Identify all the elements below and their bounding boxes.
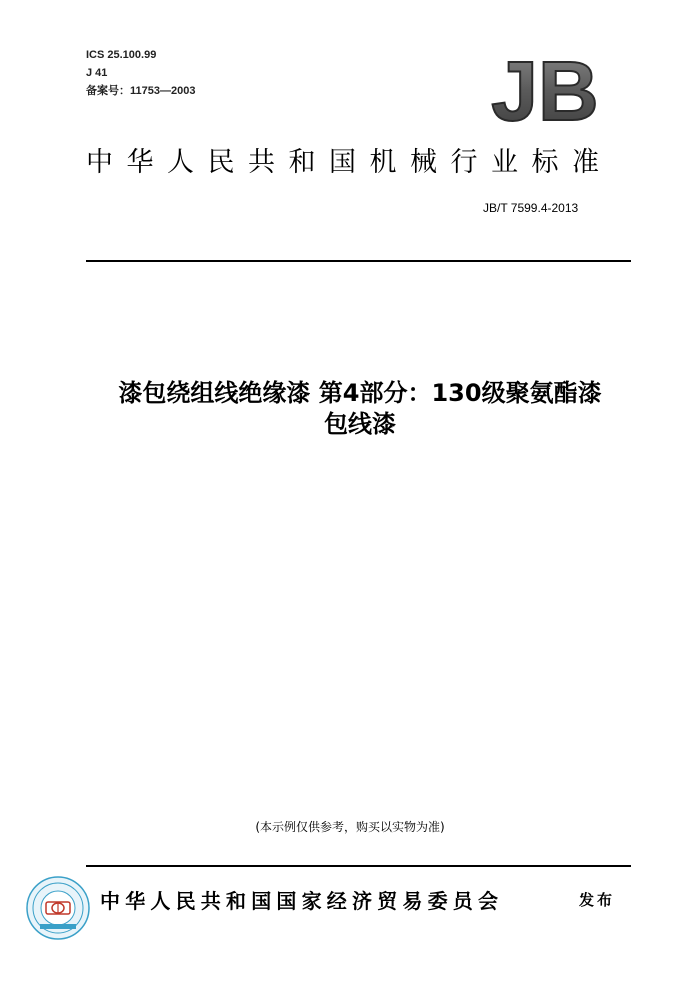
standard-number: JB/T 7599.4-2013 [483,201,579,215]
issuing-authority-title: 中华人民共和国机械行业标准 [86,147,613,178]
bottom-divider [86,865,631,867]
top-divider [86,260,631,262]
classification-code: J 41 [86,67,108,79]
header-metadata [86,46,195,100]
logo-text: JB [491,52,599,128]
issue-label: 发布 [579,891,616,909]
issuing-body: 中华人民共和国国家经济贸易委员会 [100,889,504,913]
ics-code: ICS 25.100.99 [86,49,157,61]
jb-logo [470,52,620,128]
record-number: 备案号：11753—2003 [86,85,196,97]
certification-seal-icon [26,876,90,940]
sample-note: (本示例仅供参考，购买以实物为准) [255,820,445,834]
document-title [60,378,660,440]
document-title-line-2: 包线漆 [324,410,396,438]
document-title-line-1: 漆包绕组线绝缘漆 第4部分：130级聚氨酯漆 [118,379,602,407]
